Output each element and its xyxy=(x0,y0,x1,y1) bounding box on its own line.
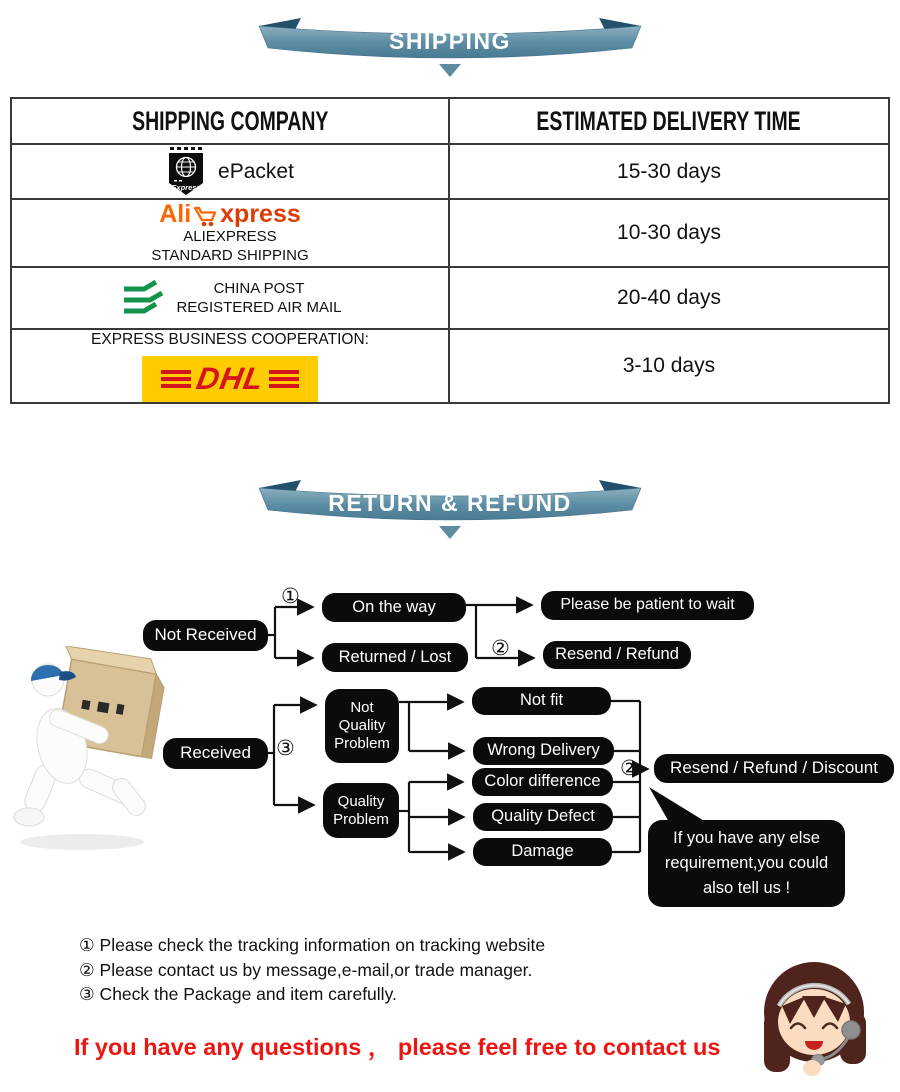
cart-icon xyxy=(192,203,219,227)
epacket-label: ePacket xyxy=(218,159,294,183)
shipping-banner xyxy=(255,18,645,64)
epacket-badge-icon xyxy=(166,147,206,197)
note-1: ① Please check the tracking information on tracking website xyxy=(79,935,546,955)
aliexpress-line2: STANDARD SHIPPING xyxy=(151,246,309,264)
table-row-chinapost xyxy=(11,267,889,329)
china-post-icon xyxy=(118,279,164,317)
down-arrow-icon xyxy=(439,64,461,77)
flow-box-resend-refund-discount: Resend / Refund / Discount xyxy=(654,754,894,783)
return-refund-banner xyxy=(255,480,645,526)
shipping-banner-title: SHIPPING xyxy=(389,28,511,54)
dhl-logo-text: DHL xyxy=(193,361,267,396)
flow-box-resend-refund: Resend / Refund xyxy=(543,641,691,669)
contact-us-message: If you have any questions ， please feel free to contact us xyxy=(74,1034,721,1060)
circled-1-marker: ① xyxy=(281,585,300,608)
circled-3-marker: ③ xyxy=(276,737,295,760)
note-3: ③ Check the Package and item carefully. xyxy=(79,984,397,1004)
delivery-time-epacket: 15-30 days xyxy=(449,144,889,199)
circled-2-marker: ② xyxy=(491,637,510,660)
col-header-delivery-time: ESTIMATED DELIVERY TIME xyxy=(536,105,802,136)
speech-bubble-line1: If you have any else xyxy=(673,829,820,848)
delivery-man-illustration xyxy=(2,646,170,854)
speech-bubble-line3: also tell us ! xyxy=(702,878,791,897)
table-row-dhl xyxy=(11,329,889,403)
chinapost-line1: CHINA POST xyxy=(213,280,305,297)
delivery-time-chinapost: 20-40 days xyxy=(449,267,889,329)
aliexpress-line1: ALIEXPRESS xyxy=(183,227,277,245)
return-refund-banner-title: RETURN & REFUND xyxy=(328,490,572,516)
flow-box-quality-defect: Quality Defect xyxy=(473,803,613,831)
speech-bubble xyxy=(648,820,845,907)
table-header-row xyxy=(11,98,889,144)
flow-box-please-wait: Please be patient to wait xyxy=(541,591,754,620)
svg-text:Express: Express xyxy=(171,182,201,192)
flow-box-not-received: Not Received xyxy=(143,620,268,651)
aliexpress-logo xyxy=(12,199,448,228)
aliexpress-logo-xpress: xpress xyxy=(220,199,301,228)
flow-box-damage: Damage xyxy=(473,838,612,866)
delivery-time-dhl: 3-10 days xyxy=(449,329,889,403)
express-cooperation-label: EXPRESS BUSINESS COOPERATION: xyxy=(91,330,369,348)
col-header-shipping-company: SHIPPING COMPANY xyxy=(131,105,329,136)
flow-box-received: Received xyxy=(163,738,268,769)
flow-notes xyxy=(79,933,545,1007)
chinapost-line2: REGISTERED AIR MAIL xyxy=(176,299,342,316)
table-row-epacket xyxy=(11,144,889,199)
flow-box-on-the-way: On the way xyxy=(322,593,466,622)
table-row-aliexpress xyxy=(11,199,889,267)
dhl-stripes-left xyxy=(161,370,191,388)
note-2: ② Please contact us by message,e-mail,or trade manager. xyxy=(79,959,533,980)
flow-box-not-fit: Not fit xyxy=(472,687,611,715)
flow-box-wrong-delivery: Wrong Delivery xyxy=(473,737,614,765)
support-agent-illustration xyxy=(748,960,883,1080)
delivery-time-aliexpress: 10-30 days xyxy=(449,199,889,267)
speech-bubble-line2: requirement,you could xyxy=(664,854,829,873)
dhl-stripes-right xyxy=(269,370,299,388)
flow-box-color-difference: Color difference xyxy=(472,768,613,796)
flow-box-returned-lost: Returned / Lost xyxy=(322,643,468,672)
flow-box-quality-problem: Quality Problem xyxy=(323,783,399,838)
down-arrow-icon xyxy=(439,526,461,539)
flow-box-not-quality-problem: Not Quality Problem xyxy=(325,689,399,763)
shipping-table xyxy=(10,97,890,404)
dhl-logo xyxy=(142,356,318,402)
circled-2-marker: ② xyxy=(620,757,639,780)
aliexpress-logo-ali: Ali xyxy=(159,199,192,228)
